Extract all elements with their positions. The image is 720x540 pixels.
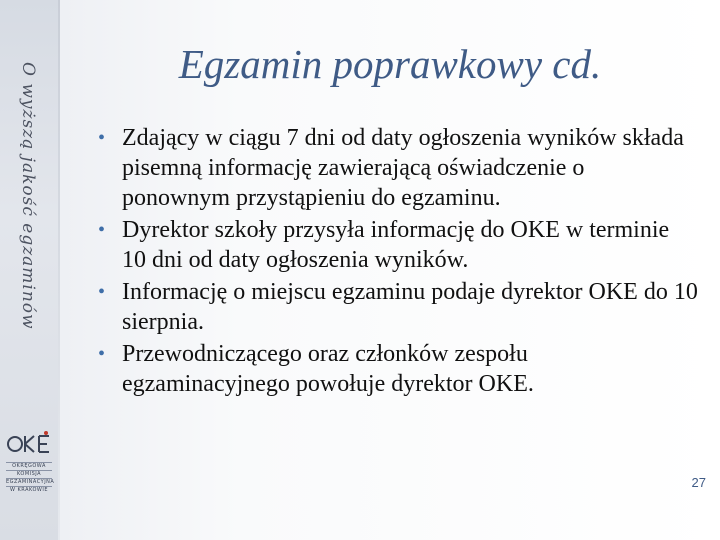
page-number: 27 xyxy=(691,475,706,490)
bullet-icon: • xyxy=(98,219,106,241)
bullet-item xyxy=(98,339,698,399)
oke-logo xyxy=(6,430,52,456)
bullet-text: Zdający w ciągu 7 dni od daty ogłoszenia wyników składa pisemną informację zawierającą oświadczenie o ponownym przystąpieniu do egzaminu. xyxy=(122,125,684,211)
logo-line: W KRAKOWIE xyxy=(6,486,52,494)
bullet-text: Przewodniczącego oraz członków zespołu egzaminacyjnego powołuje dyrektor OKE. xyxy=(122,341,534,397)
bullet-icon: • xyxy=(98,343,106,365)
bullet-item xyxy=(98,215,698,275)
logo-line: EGZAMINACYJNA xyxy=(6,479,55,485)
slide-title: Egzamin poprawkowy cd. xyxy=(178,41,602,87)
bullet-list xyxy=(98,123,698,401)
logo-line: KOMISJA xyxy=(6,470,52,478)
sidebar-tagline: O wyższą jakość egzaminów xyxy=(18,62,38,330)
logo-caption xyxy=(6,462,55,494)
bullet-icon: • xyxy=(98,127,106,149)
logo-line: OKRĘGOWA xyxy=(6,462,52,470)
bullet-text: Informację o miejscu egzaminu podaje dyrektor OKE do 10 sierpnia. xyxy=(122,279,698,335)
bullet-item xyxy=(98,277,698,337)
bullet-item xyxy=(98,123,698,213)
bullet-text: Dyrektor szkoły przysyła informację do OKE w terminie 10 dni od daty ogłoszenia wyników. xyxy=(122,217,670,273)
bullet-icon: • xyxy=(98,281,106,303)
